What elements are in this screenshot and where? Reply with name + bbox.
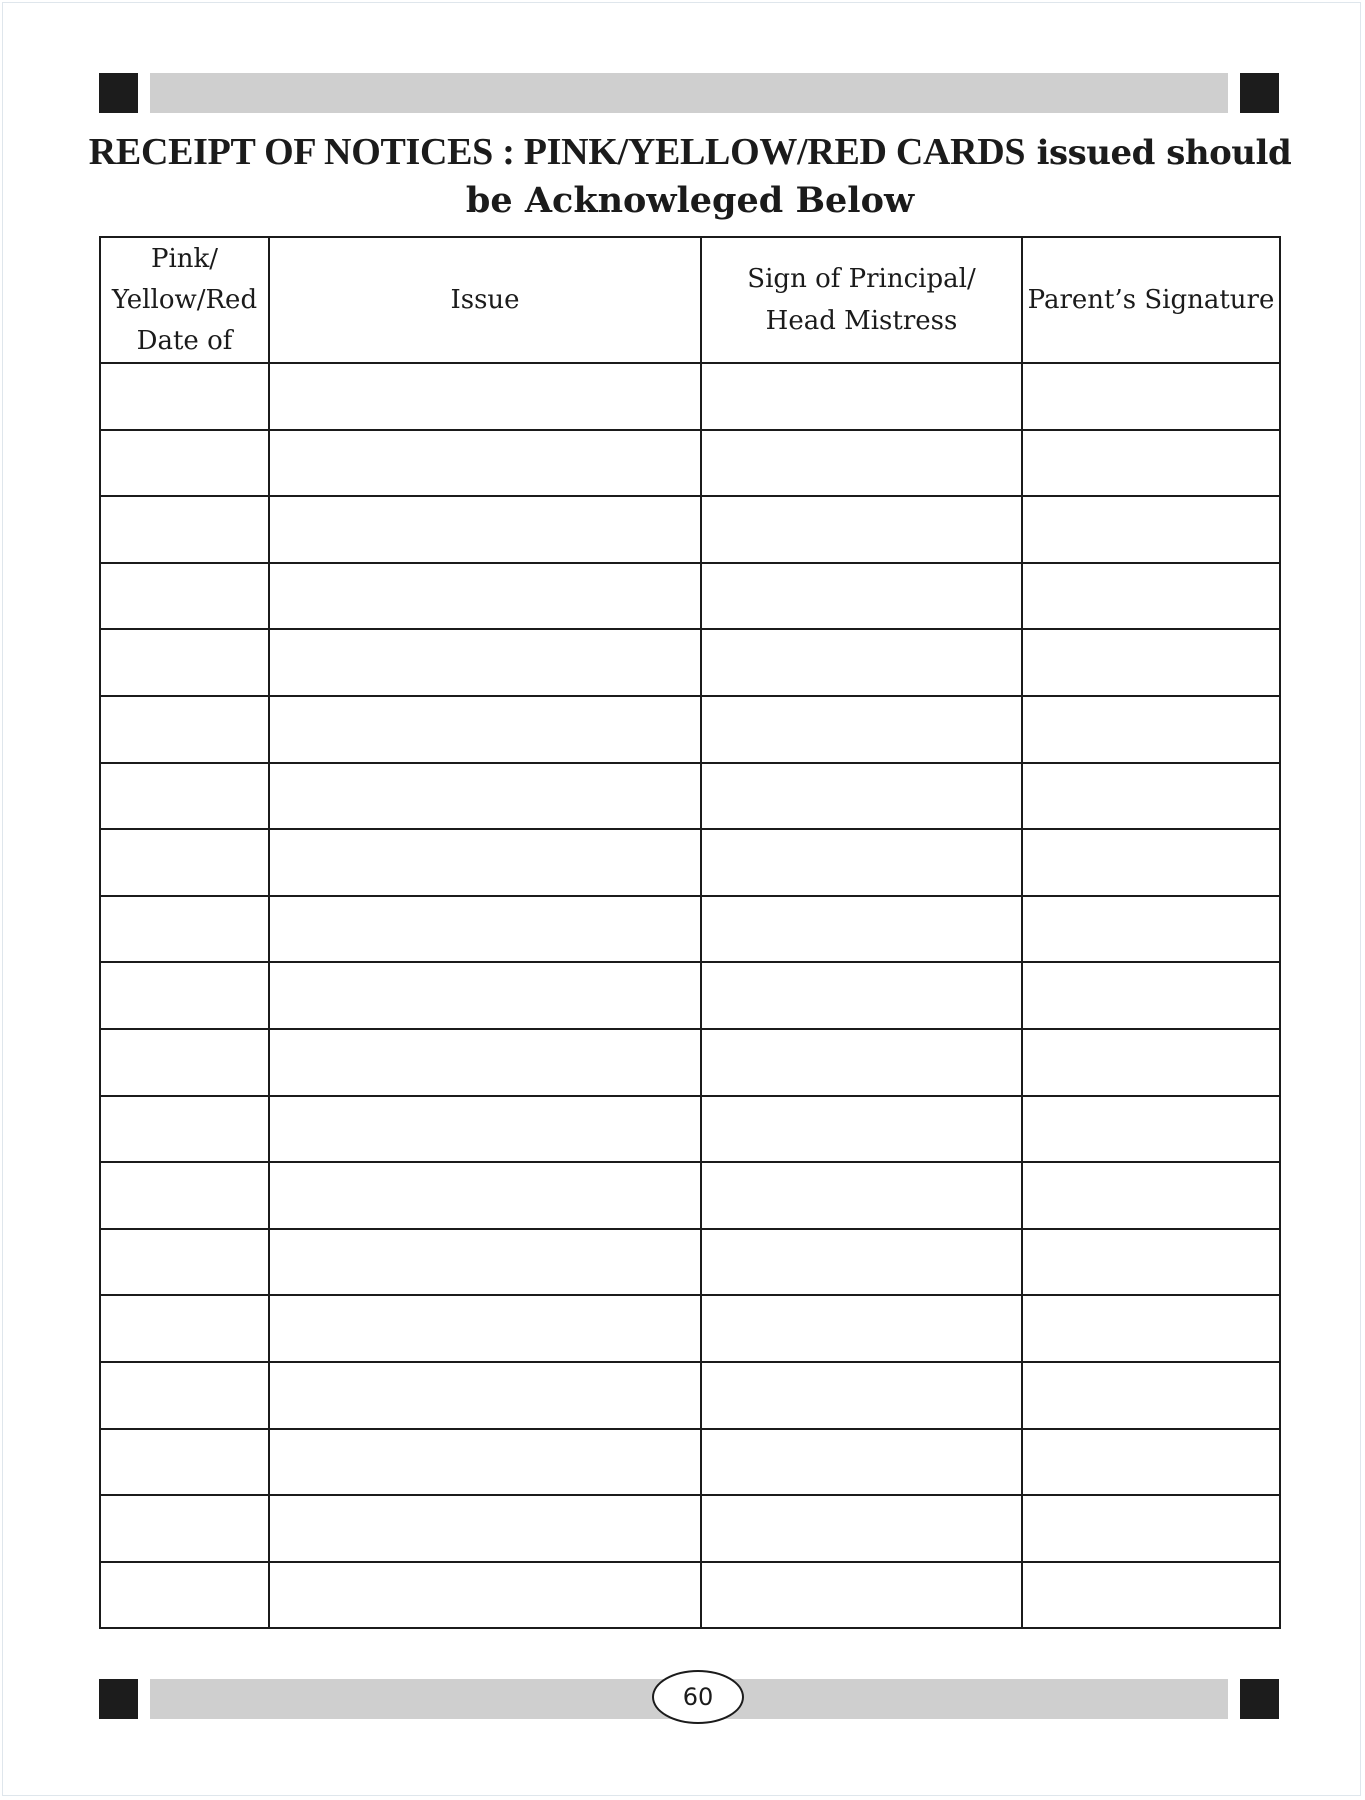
parent-signature-cell[interactable] <box>1022 763 1280 830</box>
table-row <box>100 629 1280 696</box>
parent-signature-cell[interactable] <box>1022 1295 1280 1362</box>
header-issue <box>269 237 701 363</box>
principal-sign-cell[interactable] <box>701 1362 1022 1429</box>
header-date-line-2: Yellow/Red <box>111 284 258 315</box>
principal-sign-cell[interactable] <box>701 1162 1022 1229</box>
parent-signature-cell[interactable] <box>1022 1495 1280 1562</box>
parent-signature-cell[interactable] <box>1022 430 1280 497</box>
acknowledgement-table <box>99 236 1281 1629</box>
table-header-row <box>100 237 1280 363</box>
parent-signature-cell[interactable] <box>1022 829 1280 896</box>
header-left-block <box>99 73 138 113</box>
date-cell[interactable] <box>100 1295 269 1362</box>
issue-cell[interactable] <box>269 1096 701 1163</box>
principal-sign-cell[interactable] <box>701 763 1022 830</box>
parent-signature-cell[interactable] <box>1022 1096 1280 1163</box>
principal-sign-cell[interactable] <box>701 962 1022 1029</box>
date-cell[interactable] <box>100 962 269 1029</box>
issue-cell[interactable] <box>269 696 701 763</box>
date-cell[interactable] <box>100 563 269 630</box>
title-caps-part: RECEIPT OF NOTICES : PINK/YELLOW/RED CARDS <box>88 131 1026 173</box>
table-row <box>100 1362 1280 1429</box>
principal-sign-cell[interactable] <box>701 496 1022 563</box>
principal-sign-cell[interactable] <box>701 1495 1022 1562</box>
principal-sign-cell[interactable] <box>701 430 1022 497</box>
parent-signature-cell[interactable] <box>1022 496 1280 563</box>
header-date-line-1: Pink/ <box>150 243 219 274</box>
table-row <box>100 1096 1280 1163</box>
table-row <box>100 829 1280 896</box>
table-row <box>100 1229 1280 1296</box>
issue-cell[interactable] <box>269 563 701 630</box>
footer-right-block <box>1240 1679 1279 1719</box>
page-number: 60 <box>652 1670 744 1724</box>
principal-sign-cell[interactable] <box>701 1295 1022 1362</box>
parent-signature-cell[interactable] <box>1022 1162 1280 1229</box>
issue-cell[interactable] <box>269 896 701 963</box>
date-cell[interactable] <box>100 1162 269 1229</box>
date-cell[interactable] <box>100 1362 269 1429</box>
page-title <box>80 128 1300 225</box>
table-row <box>100 1429 1280 1496</box>
footer-left-block <box>99 1679 138 1719</box>
table-row <box>100 496 1280 563</box>
table-row <box>100 1495 1280 1562</box>
issue-cell[interactable] <box>269 430 701 497</box>
date-cell[interactable] <box>100 496 269 563</box>
principal-sign-cell[interactable] <box>701 629 1022 696</box>
parent-signature-cell[interactable] <box>1022 629 1280 696</box>
principal-sign-cell[interactable] <box>701 829 1022 896</box>
table-row <box>100 363 1280 430</box>
principal-sign-cell[interactable] <box>701 1562 1022 1629</box>
parent-signature-cell[interactable] <box>1022 363 1280 430</box>
parent-signature-cell[interactable] <box>1022 1429 1280 1496</box>
issue-cell[interactable] <box>269 829 701 896</box>
header-date-line-3: Date of <box>136 325 233 356</box>
issue-cell[interactable] <box>269 1495 701 1562</box>
date-cell[interactable] <box>100 1562 269 1629</box>
date-cell[interactable] <box>100 1495 269 1562</box>
parent-signature-cell[interactable] <box>1022 1562 1280 1629</box>
issue-cell[interactable] <box>269 1295 701 1362</box>
date-cell[interactable] <box>100 629 269 696</box>
date-cell[interactable] <box>100 1029 269 1096</box>
issue-cell[interactable] <box>269 1029 701 1096</box>
principal-sign-cell[interactable] <box>701 896 1022 963</box>
principal-sign-cell[interactable] <box>701 1029 1022 1096</box>
date-cell[interactable] <box>100 1229 269 1296</box>
header-principal-sign <box>701 237 1022 363</box>
header-decorative-bar <box>99 73 1279 113</box>
date-cell[interactable] <box>100 896 269 963</box>
parent-signature-cell[interactable] <box>1022 896 1280 963</box>
principal-sign-cell[interactable] <box>701 563 1022 630</box>
principal-sign-cell[interactable] <box>701 363 1022 430</box>
table-row <box>100 1295 1280 1362</box>
issue-cell[interactable] <box>269 1429 701 1496</box>
issue-cell[interactable] <box>269 496 701 563</box>
header-date-of <box>100 237 269 363</box>
table-row <box>100 563 1280 630</box>
header-issue-label: Issue <box>450 285 520 315</box>
issue-cell[interactable] <box>269 363 701 430</box>
header-principal-line-1: Sign of Principal/ <box>747 264 976 294</box>
issue-cell[interactable] <box>269 629 701 696</box>
date-cell[interactable] <box>100 829 269 896</box>
header-right-block <box>1240 73 1279 113</box>
table-row <box>100 763 1280 830</box>
header-parent-signature <box>1022 237 1280 363</box>
issue-cell[interactable] <box>269 1362 701 1429</box>
date-cell[interactable] <box>100 763 269 830</box>
parent-signature-cell[interactable] <box>1022 1029 1280 1096</box>
header-principal-line-2: Head Mistress <box>765 306 958 336</box>
issue-cell[interactable] <box>269 1162 701 1229</box>
date-cell[interactable] <box>100 363 269 430</box>
table-row <box>100 430 1280 497</box>
date-cell[interactable] <box>100 1429 269 1496</box>
title-tail-part: issued should <box>1025 133 1292 173</box>
header-grey-strip <box>150 73 1228 113</box>
table-row <box>100 962 1280 1029</box>
date-cell[interactable] <box>100 696 269 763</box>
table-row <box>100 1029 1280 1096</box>
date-cell[interactable] <box>100 430 269 497</box>
issue-cell[interactable] <box>269 763 701 830</box>
parent-signature-cell[interactable] <box>1022 1362 1280 1429</box>
date-cell[interactable] <box>100 1096 269 1163</box>
table-row <box>100 1162 1280 1229</box>
principal-sign-cell[interactable] <box>701 1229 1022 1296</box>
parent-signature-cell[interactable] <box>1022 696 1280 763</box>
issue-cell[interactable] <box>269 1562 701 1629</box>
table-row <box>100 696 1280 763</box>
title-line-2: be Acknowleged Below <box>465 180 915 221</box>
issue-cell[interactable] <box>269 1229 701 1296</box>
parent-signature-cell[interactable] <box>1022 1229 1280 1296</box>
principal-sign-cell[interactable] <box>701 1096 1022 1163</box>
header-parent-label: Parent’s Signature <box>1027 285 1275 315</box>
table-body <box>100 363 1280 1628</box>
parent-signature-cell[interactable] <box>1022 962 1280 1029</box>
principal-sign-cell[interactable] <box>701 696 1022 763</box>
title-line-1 <box>80 128 1300 177</box>
principal-sign-cell[interactable] <box>701 1429 1022 1496</box>
table-row <box>100 896 1280 963</box>
table-row <box>100 1562 1280 1629</box>
parent-signature-cell[interactable] <box>1022 563 1280 630</box>
issue-cell[interactable] <box>269 962 701 1029</box>
